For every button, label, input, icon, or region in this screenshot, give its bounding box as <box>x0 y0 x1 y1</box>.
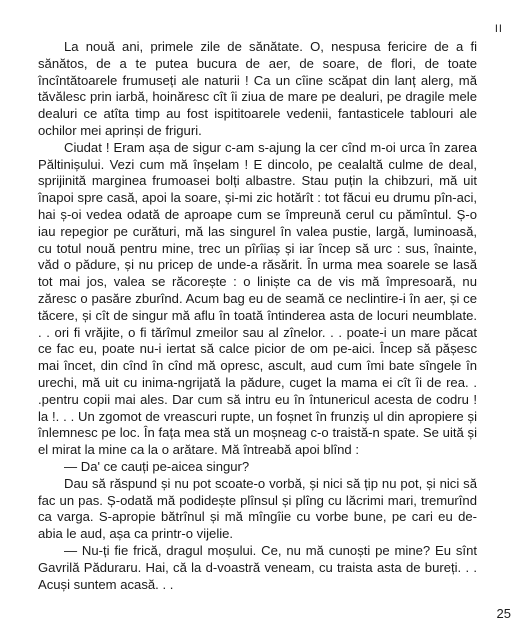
paragraph: Dau să răspund și nu pot scoate-o vorbă, și nici să țip nu pot, și nici să fac un pas. Ș-odată mă podidește plînsul și plîng cu lăcrimi mari, tremurînd ca varga. S-apropie bătrînul și mă mîngîie cu vorbe bune, pe cari eu de-abia le aud, așa ca printr-o vijelie. <box>38 475 477 542</box>
body-text <box>38 39 477 593</box>
paragraph: Ciudat ! Eram așa de sigur c-am s-ajung la cer cînd m-oi urca în zarea Păltinișului. Vezi cum mă înșelam ! E dincolo, pe cealaltă culme de deal, sprijinită marginea frumoasei bolți albastre. Stau puțin la chibzuri, mă uit înapoi spre casă, apoi la soare, și-mi zic hotărît : tot făcui eu drumu pîn-aci, hai ș-oi vedea odată de aproape cum se împreună cerul cu pămîntul. Ș-o iau repegior pe curături, mă las singurel în valea pustie, largă, luminoasă, cu totul nouă pentru mine, trec un pîrîiaș și iar încep să urc : sus, înainte, văd o pădure, și nu pricep de unde-a răsărit. În urma mea soarele se lasă tot mai jos, valea se răcorește : o liniște ca de vis mă împresoară, nu zăresc o pasăre zburînd. Acum bag eu de seamă ce neclintire-i în aer, și ce tăcere, și cît de singur mă aflu în toată întinderea asta de locuri neumblate. . . ori fi vrăjite, o fi tărîmul zmeilor sau al zînelor. . . poate-i un mare păcat ce fac eu, poate nu-i iertat să calce picior de om pe-aici. Încep să pășesc mai încet, din cînd în cînd mă opresc, ascult, aud cum îmi bate sîngele în urechi, mă uit cu inima-ngrijată la pădure, cuget la mama ei cît îi de rea. . .pentru copii mai ales. Dar cum să intru eu în întunericul acesta de codru ! la !. . . Un zgomot de vreascuri rupte, un foșnet în frunziș ul din apropiere și înlemnesc pe loc. În fața mea stă un moșneag c-o traistă-n spate. Se uită și el mirat la mine ca la o arătare. Mă întreabă apoi blînd : <box>38 139 477 458</box>
paragraph: La nouă ani, primele zile de sănătate. O, nespusa fericire de a fi sănătos, de a te putea bucura de aer, de soare, de flori, de toate încîntătoarele frumuseți ale naturii ! Ca un cîine scăpat din lanț alerg, mă tăvălesc prin iarbă, hoinăresc cît îi ziua de mare pe dealuri, pe dragile mele dealuri ce atîta timp au fost ispititoarele vedenii, fantasticele tablouri ale ochilor mei aprinși de friguri. <box>38 39 477 138</box>
dialogue-line: — Nu-ți fie frică, dragul moșului. Ce, nu mă cunoști pe mine? Eu sînt Gavrilă Păduraru. Hai, că la d-voastră veneam, cu traista asta de bureți. . . Acuși suntem acasă. . . <box>38 542 477 592</box>
page-number: 25 <box>496 606 511 621</box>
dialogue-line: — Da' ce cauți pe-aicea singur? <box>64 458 250 474</box>
chapter-numeral: II <box>494 23 503 35</box>
